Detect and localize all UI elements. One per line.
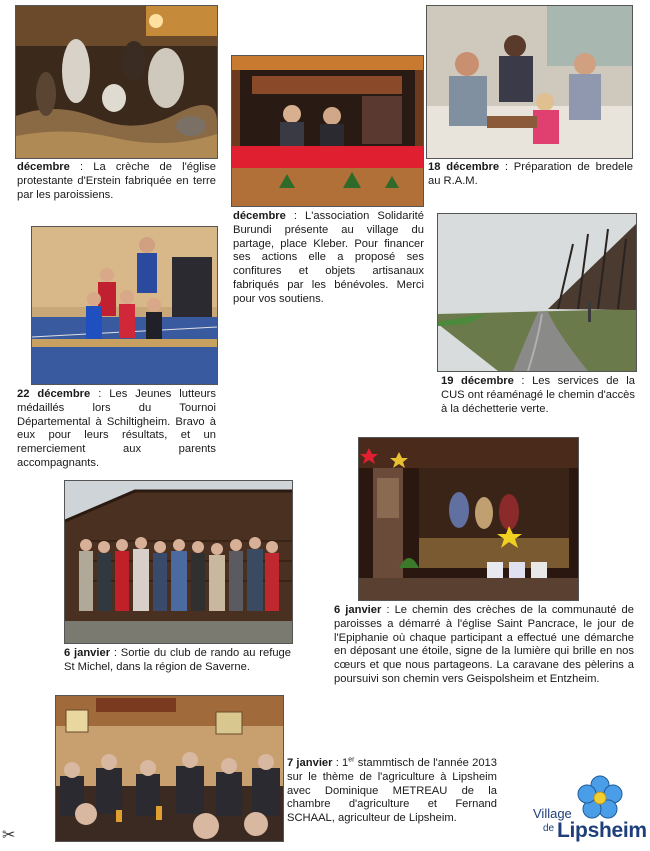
photo-creche-saint-pancrace	[358, 437, 579, 601]
photo-stammtisch	[55, 695, 284, 842]
caption-text: : Les Jeunes lutteurs médaillés lors du Tournoi Départemental à Schiltigheim. Bravo à eux pour leurs résultats, et un remerciement aux parents accompagnants.	[17, 388, 216, 469]
logo-de-text: de	[543, 823, 555, 834]
photo-club-rando	[64, 480, 293, 644]
caption-date: décembre	[17, 161, 70, 173]
caption-club-rando	[64, 647, 291, 675]
scissors-icon: ✂	[2, 825, 16, 844]
caption-date: 19 décembre	[441, 375, 514, 387]
caption-date: 7 janvier	[287, 757, 333, 769]
caption-chemin-creches	[334, 604, 634, 687]
flower-icon	[575, 775, 625, 821]
caption-text-pre: : 1	[332, 757, 349, 769]
caption-stammtisch	[287, 757, 497, 826]
photo-creche-erstein	[15, 5, 218, 159]
caption-text: stammtisch de l'année 2013 sur le thème de l'agriculture à Lipsheim avec Dominique METREAU de la chambre d'agriculture et Fernand SCHAAL, agriculteur de Lipsheim.	[287, 757, 498, 825]
caption-jeunes-lutteurs	[17, 388, 216, 471]
caption-text: : Le chemin des crèches de la communauté de paroisses a démarré à l'église Saint Pancrace, le jour de l'Epiphanie où chaque participant a effectué une démarche en déposant une étoile, signe de la lumière qui brille en nos cœurs et que nous partageons. La caravane des pèlerins a poursuivi son chemin vers Geispolsheim et Entzheim.	[334, 604, 634, 685]
photo-chemin-dechetterie	[437, 213, 637, 372]
caption-creche-erstein	[17, 161, 216, 202]
caption-text: : Préparation de bredele au R.A.M.	[428, 161, 633, 187]
caption-solidarite-burundi	[233, 210, 424, 307]
caption-date: 22 décembre	[17, 388, 91, 400]
caption-text: : Les services de la CUS ont réaménagé le chemin d'accès à la déchetterie verte.	[441, 375, 635, 415]
caption-text: : L'association Solidarité Burundi présente au village du partage, place Kleber. Pour financer ses actions elle a proposé ses confitures et objets artisanaux fabriqués par les bénévoles. Merci pour vos soutiens.	[233, 210, 424, 305]
village-logo	[533, 775, 647, 845]
caption-date: 6 janvier	[334, 604, 382, 616]
logo-name-text: Lipsheim	[557, 819, 647, 842]
caption-date: 18 décembre	[428, 161, 500, 173]
caption-dechetterie	[441, 375, 635, 416]
logo-village-text: Village	[533, 806, 572, 821]
caption-text: : Sortie du club de rando au refuge St Michel, dans la région de Saverne.	[64, 647, 291, 673]
caption-date: 6 janvier	[64, 647, 111, 659]
photo-bredele-ram	[426, 5, 633, 159]
caption-text: : La crèche de l'église protestante d'Erstein fabriquée en terre par les paroissiens.	[17, 161, 216, 201]
photo-jeunes-lutteurs	[31, 226, 218, 385]
photo-stand-burundi	[231, 55, 424, 207]
caption-bredele	[428, 161, 633, 189]
caption-superscript: er	[348, 756, 355, 764]
caption-date: décembre	[233, 210, 286, 222]
